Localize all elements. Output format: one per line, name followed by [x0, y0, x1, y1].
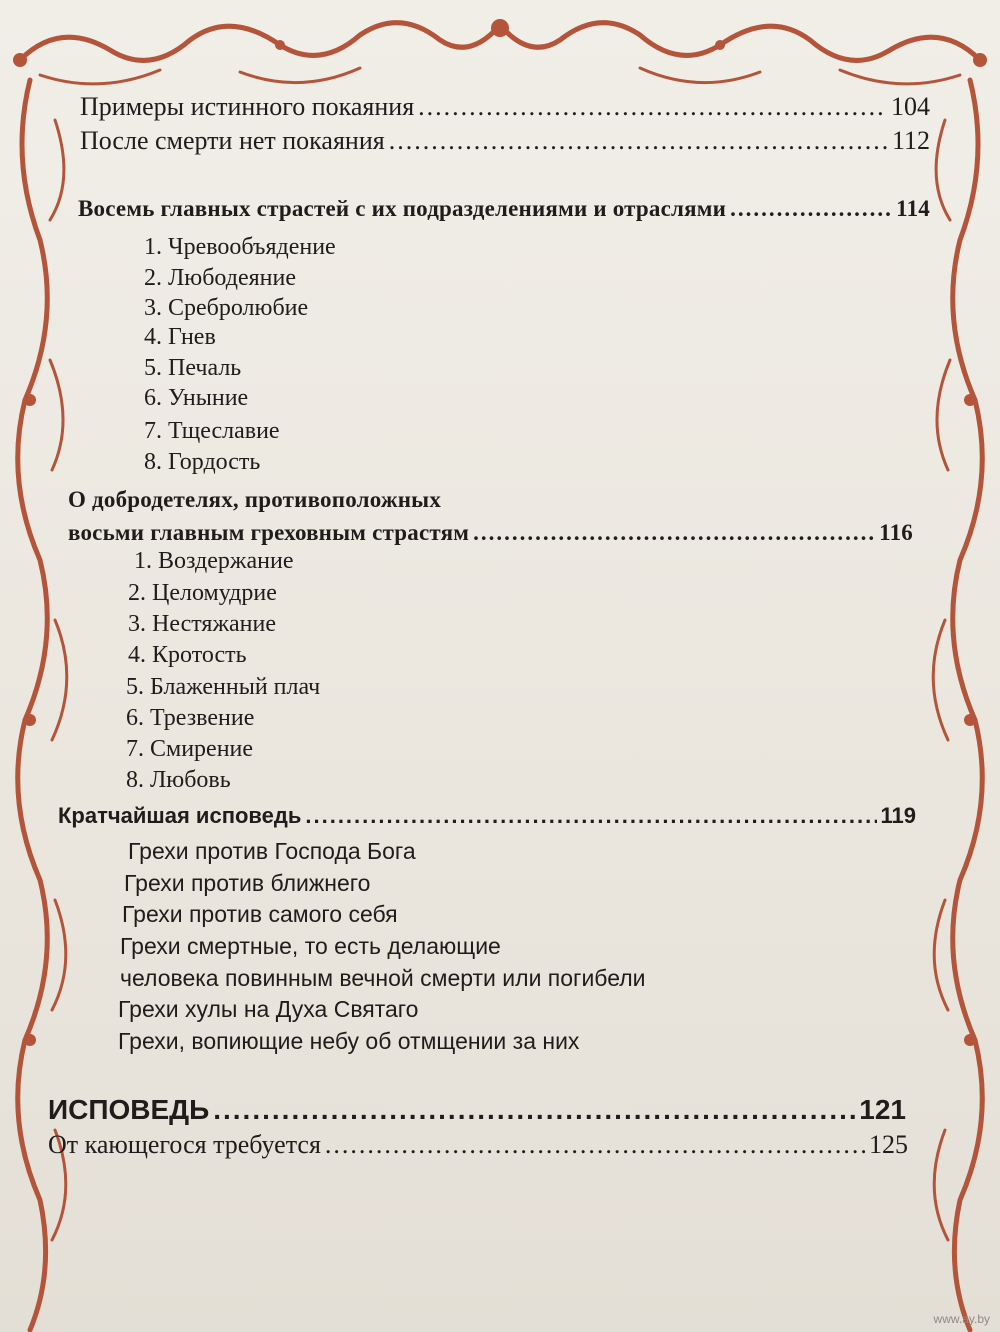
toc-entry — [48, 1130, 908, 1160]
dot-leader — [473, 520, 875, 546]
toc-entry-page: 112 — [891, 126, 930, 155]
list-item: 1. Воздержание — [134, 548, 294, 574]
section-page: 119 — [880, 803, 916, 828]
list-item: Грехи смертные, то есть делающие — [120, 933, 501, 959]
toc-entry-page: 125 — [869, 1130, 908, 1159]
toc-section-heading — [58, 803, 916, 829]
toc-section-heading — [68, 520, 913, 546]
dot-leader — [418, 92, 887, 122]
dot-leader — [213, 1094, 855, 1126]
section-title: О добродетелях, противоположных — [68, 487, 442, 512]
list-item: Грехи хулы на Духа Святаго — [118, 996, 419, 1022]
dot-leader — [305, 803, 876, 829]
toc-entry-title: После смерти нет покаяния — [80, 126, 385, 155]
toc-section-heading — [48, 1094, 906, 1126]
list-item: 5. Блаженный плач — [126, 674, 321, 700]
list-item: Грехи, вопиющие небу об отмщении за них — [118, 1028, 580, 1054]
toc-entry-page: 104 — [891, 92, 930, 121]
list-item: 3. Нестяжание — [128, 611, 277, 637]
list-item: 2. Любодеяние — [144, 265, 296, 291]
toc-entry — [80, 126, 930, 156]
toc-section-heading — [68, 487, 441, 513]
section-title: восьми главным греховным страстям — [68, 520, 470, 545]
section-page: 121 — [859, 1094, 906, 1125]
list-item: 2. Целомудрие — [128, 580, 277, 606]
toc-entry-title: От кающегося требуется — [48, 1130, 321, 1159]
list-item: человека повинным вечной смерти или погибели — [120, 965, 646, 991]
dot-leader — [325, 1130, 865, 1160]
section-page: 114 — [896, 196, 930, 221]
list-item: 7. Тщеславие — [144, 418, 280, 444]
list-item: 4. Кротость — [128, 642, 247, 668]
toc-entry-title: Примеры истинного покаяния — [80, 92, 415, 121]
toc-section-heading — [78, 196, 930, 222]
watermark: www.ay.by — [933, 1312, 990, 1326]
section-title: ИСПОВЕДЬ — [48, 1094, 210, 1125]
section-page: 116 — [879, 520, 913, 545]
list-item: 6. Уныние — [144, 385, 249, 411]
dot-leader — [389, 126, 888, 156]
list-item: 6. Трезвение — [126, 705, 255, 731]
section-title: Восемь главных страстей с их подразделениями и отраслями — [78, 196, 727, 221]
dot-leader — [730, 196, 892, 222]
list-item: 8. Гордость — [144, 449, 261, 475]
list-item: 4. Гнев — [144, 324, 216, 350]
list-item: 3. Сребролюбие — [144, 295, 309, 321]
list-item: Грехи против Господа Бога — [128, 838, 416, 864]
list-item: 5. Печаль — [144, 355, 242, 381]
list-item: Грехи против самого себя — [122, 901, 398, 927]
section-title: Кратчайшая исповедь — [58, 803, 302, 828]
toc-entry — [80, 92, 930, 122]
list-item: 1. Чревообъядение — [144, 234, 336, 260]
list-item: 7. Смирение — [126, 736, 254, 762]
list-item: Грехи против ближнего — [124, 870, 371, 896]
list-item: 8. Любовь — [126, 767, 231, 793]
